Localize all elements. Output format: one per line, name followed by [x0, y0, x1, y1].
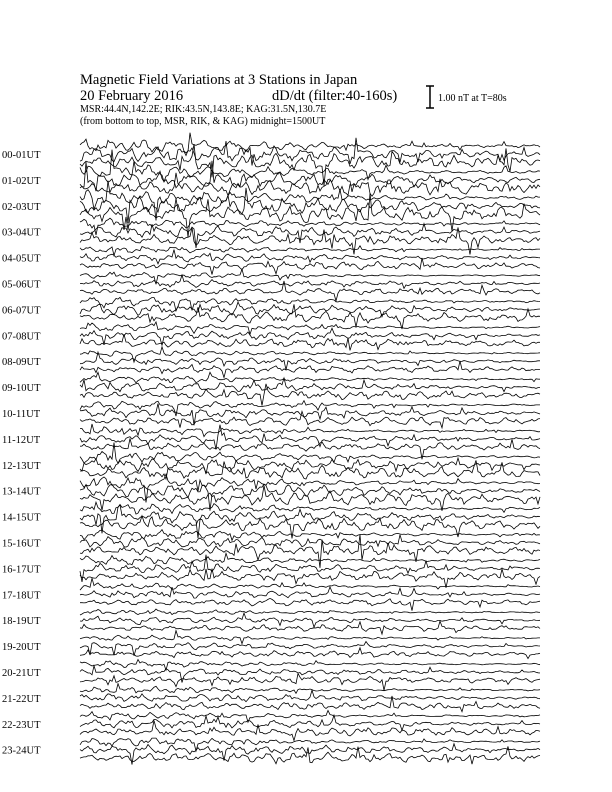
- trace-kag: [80, 609, 540, 615]
- trace-rik: [80, 275, 540, 288]
- trace-rik: [80, 250, 540, 264]
- hour-label: 21-22UT: [2, 693, 41, 705]
- trace-msr: [80, 621, 540, 634]
- hour-label: 07-08UT: [2, 331, 41, 343]
- hour-label: 14-15UT: [2, 512, 41, 524]
- station-coordinates: MSR:44.4N,142.2E; RIK:43.5N,143.8E; KAG:31.5N,130.7E: [80, 104, 327, 115]
- hour-label: 17-18UT: [2, 590, 41, 602]
- trace-kag: [80, 578, 540, 590]
- trace-kag: [80, 347, 540, 362]
- hour-label: 06-07UT: [2, 305, 41, 317]
- trace-kag: [80, 684, 540, 694]
- trace-msr: [80, 361, 540, 378]
- trace-kag: [80, 502, 540, 514]
- trace-kag: [80, 269, 540, 284]
- trace-kag: [80, 424, 540, 437]
- scale-bar-label: 1.00 nT at T=80s: [438, 93, 507, 104]
- station-order-note: (from bottom to top, MSR, RIK, & KAG) midnight=1500UT: [80, 116, 326, 127]
- trace-kag: [80, 297, 540, 311]
- trace-msr: [80, 173, 540, 196]
- trace-msr: [80, 598, 540, 610]
- hour-label: 23-24UT: [2, 745, 41, 757]
- trace-rik: [80, 138, 540, 166]
- hour-label: 10-11UT: [2, 409, 41, 420]
- trace-msr: [80, 193, 540, 237]
- chart-filter: dD/dt (filter:40-160s): [272, 88, 398, 104]
- trace-kag: [80, 530, 540, 541]
- hour-label: 05-06UT: [2, 279, 41, 291]
- trace-kag: [80, 322, 540, 335]
- trace-msr: [80, 460, 540, 479]
- hour-label: 20-21UT: [2, 668, 41, 679]
- hour-label: 16-17UT: [2, 564, 41, 576]
- trace-kag: [80, 711, 540, 723]
- trace-rik: [80, 690, 540, 702]
- hour-label: 18-19UT: [2, 616, 41, 628]
- hour-label: 08-09UT: [2, 357, 41, 369]
- trace-rik: [80, 642, 540, 656]
- hour-label: 00-01UT: [2, 150, 41, 161]
- trace-msr: [80, 696, 540, 712]
- trace-rik: [80, 666, 540, 683]
- hour-label: 02-03UT: [2, 201, 41, 213]
- hour-label: 01-02UT: [2, 175, 41, 187]
- trace-rik: [80, 404, 540, 426]
- trace-kag: [80, 660, 540, 671]
- trace-kag: [80, 133, 540, 153]
- trace-rik: [80, 535, 540, 547]
- hour-label: 15-16UT: [2, 538, 41, 550]
- hour-label: 22-23UT: [2, 719, 41, 731]
- trace-rik: [80, 613, 540, 627]
- hour-label: 03-04UT: [2, 227, 41, 239]
- hour-label: 09-10UT: [2, 383, 41, 395]
- hour-label: 13-14UT: [2, 486, 41, 498]
- trace-msr: [80, 535, 540, 568]
- hour-label: 12-13UT: [2, 460, 41, 472]
- trace-rik: [80, 224, 540, 248]
- trace-kag: [80, 553, 540, 565]
- trace-kag: [80, 372, 540, 383]
- scale-bar: [426, 86, 434, 108]
- trace-rik: [80, 352, 540, 370]
- trace-rik: [80, 302, 540, 317]
- trace-rik: [80, 587, 540, 598]
- hour-label: 11-12UT: [2, 434, 41, 446]
- trace-rik: [80, 484, 540, 511]
- hour-label: 04-05UT: [2, 253, 41, 265]
- chart-date: 20 February 2016: [80, 88, 184, 104]
- trace-kag: [80, 631, 540, 644]
- trace-msr: [80, 674, 540, 691]
- chart-title: Magnetic Field Variations at 3 Stations in Japan: [80, 72, 358, 88]
- trace-msr: [80, 648, 540, 659]
- hour-label: 19-20UT: [2, 642, 41, 654]
- trace-msr: [80, 258, 540, 275]
- trace-msr: [80, 486, 540, 511]
- trace-rik: [80, 715, 540, 730]
